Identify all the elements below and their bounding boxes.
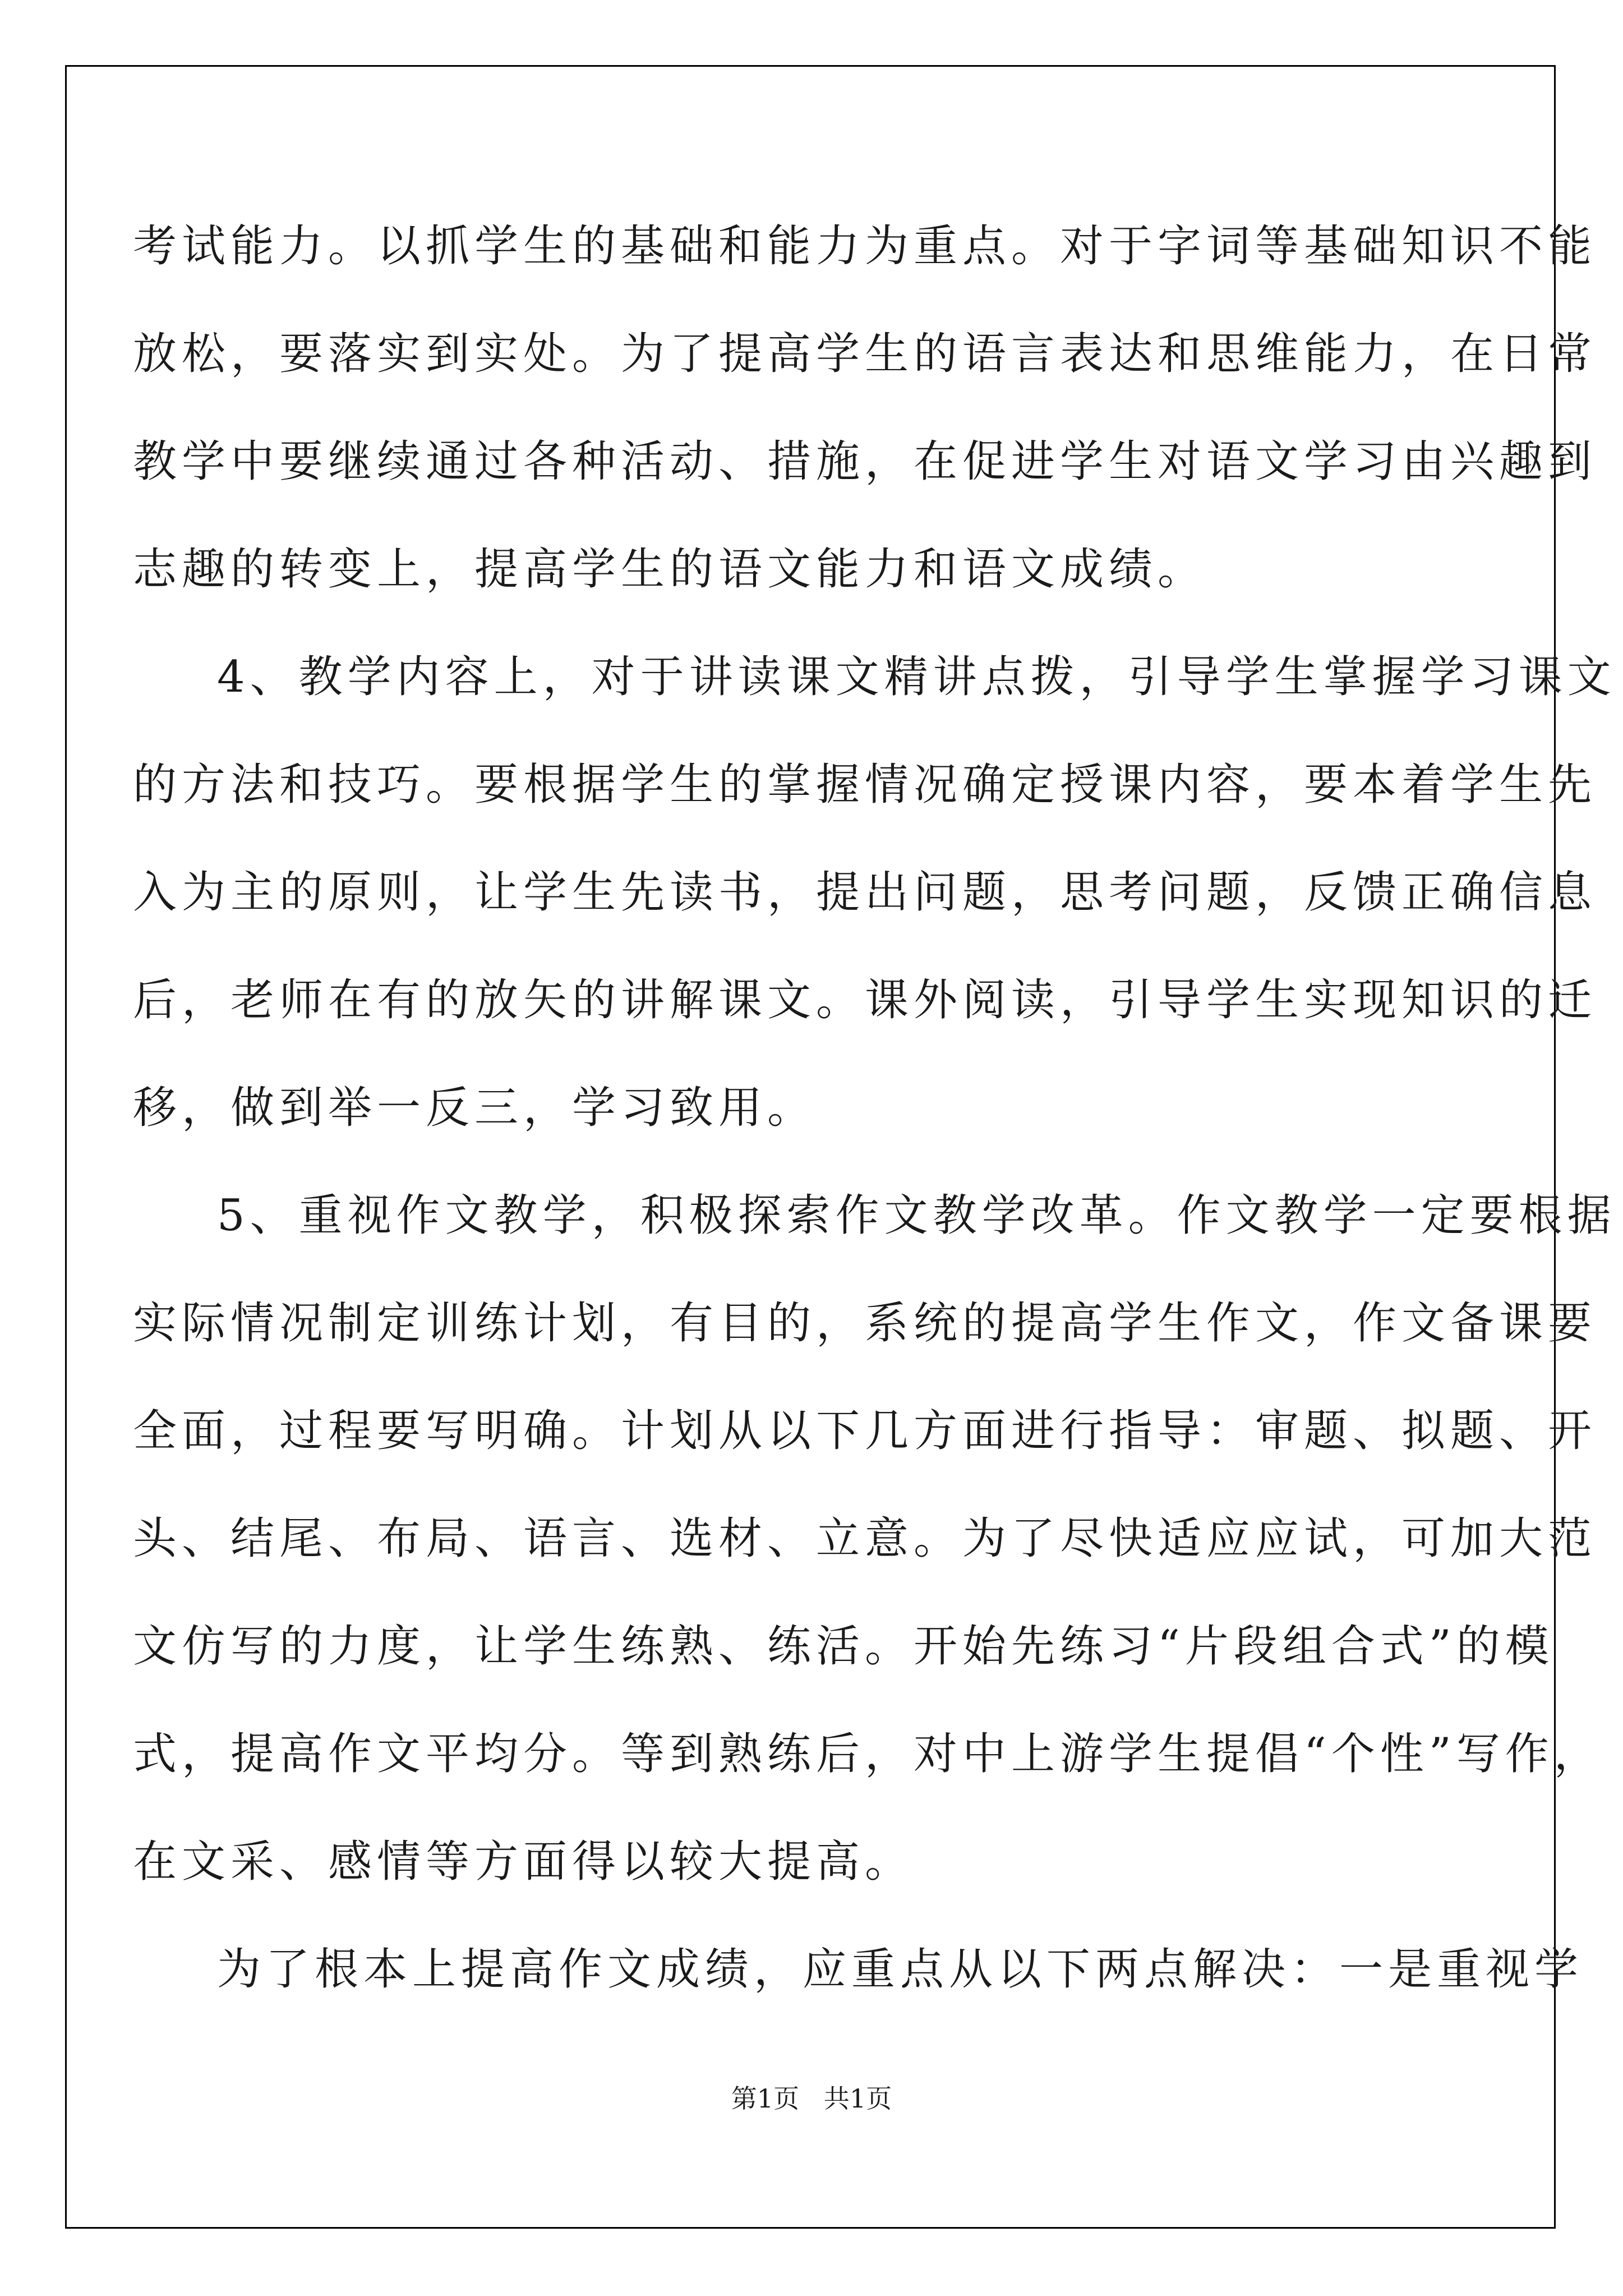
text-line: 移，做到举一反三，学习致用。: [133, 1083, 817, 1133]
text-line: 4、教学内容上，对于讲读课文精讲点拨，引导学生掌握学习课文: [217, 652, 1616, 702]
text-line: 放松，要落实到实处。为了提高学生的语言表达和思维能力，在日常: [133, 329, 1597, 379]
page-border: [65, 65, 1556, 2229]
text-line: 后，老师在有的放矢的讲解课文。课外阅读，引导学生实现知识的迁: [133, 975, 1597, 1025]
text-line: 式，提高作文平均分。等到熟练后，对中上游学生提倡“个性”写作，: [133, 1729, 1603, 1779]
text-line: 文仿写的力度，让学生练熟、练活。开始先练习“片段组合式”的模: [133, 1621, 1554, 1672]
text-line: 在文采、感情等方面得以较大提高。: [133, 1837, 914, 1887]
text-line: 实际情况制定训练计划，有目的，系统的提高学生作文，作文备课要: [133, 1298, 1597, 1349]
text-line: 教学中要继续通过各种活动、措施，在促进学生对语文学习由兴趣到: [133, 436, 1597, 487]
text-line: 5、重视作文教学，积极探索作文教学改革。作文教学一定要根据: [217, 1190, 1616, 1241]
text-line: 志趣的转变上，提高学生的语文能力和语文成绩。: [133, 544, 1207, 595]
text-line: 考试能力。以抓学生的基础和能力为重点。对于字词等基础知识不能: [133, 221, 1597, 272]
text-line: 头、结尾、布局、语言、选材、立意。为了尽快适应应试，可加大范: [133, 1513, 1597, 1564]
text-line: 为了根本上提高作文成绩，应重点从以下两点解决：一是重视学: [217, 1944, 1584, 1995]
text-line: 的方法和技巧。要根据学生的掌握情况确定授课内容，要本着学生先: [133, 760, 1597, 810]
page-footer: 第1页 共1页: [731, 2083, 892, 2114]
text-line: 全面，过程要写明确。计划从以下几方面进行指导：审题、拟题、开: [133, 1406, 1597, 1456]
text-line: 入为主的原则，让学生先读书，提出问题，思考问题，反馈正确信息: [133, 867, 1597, 918]
